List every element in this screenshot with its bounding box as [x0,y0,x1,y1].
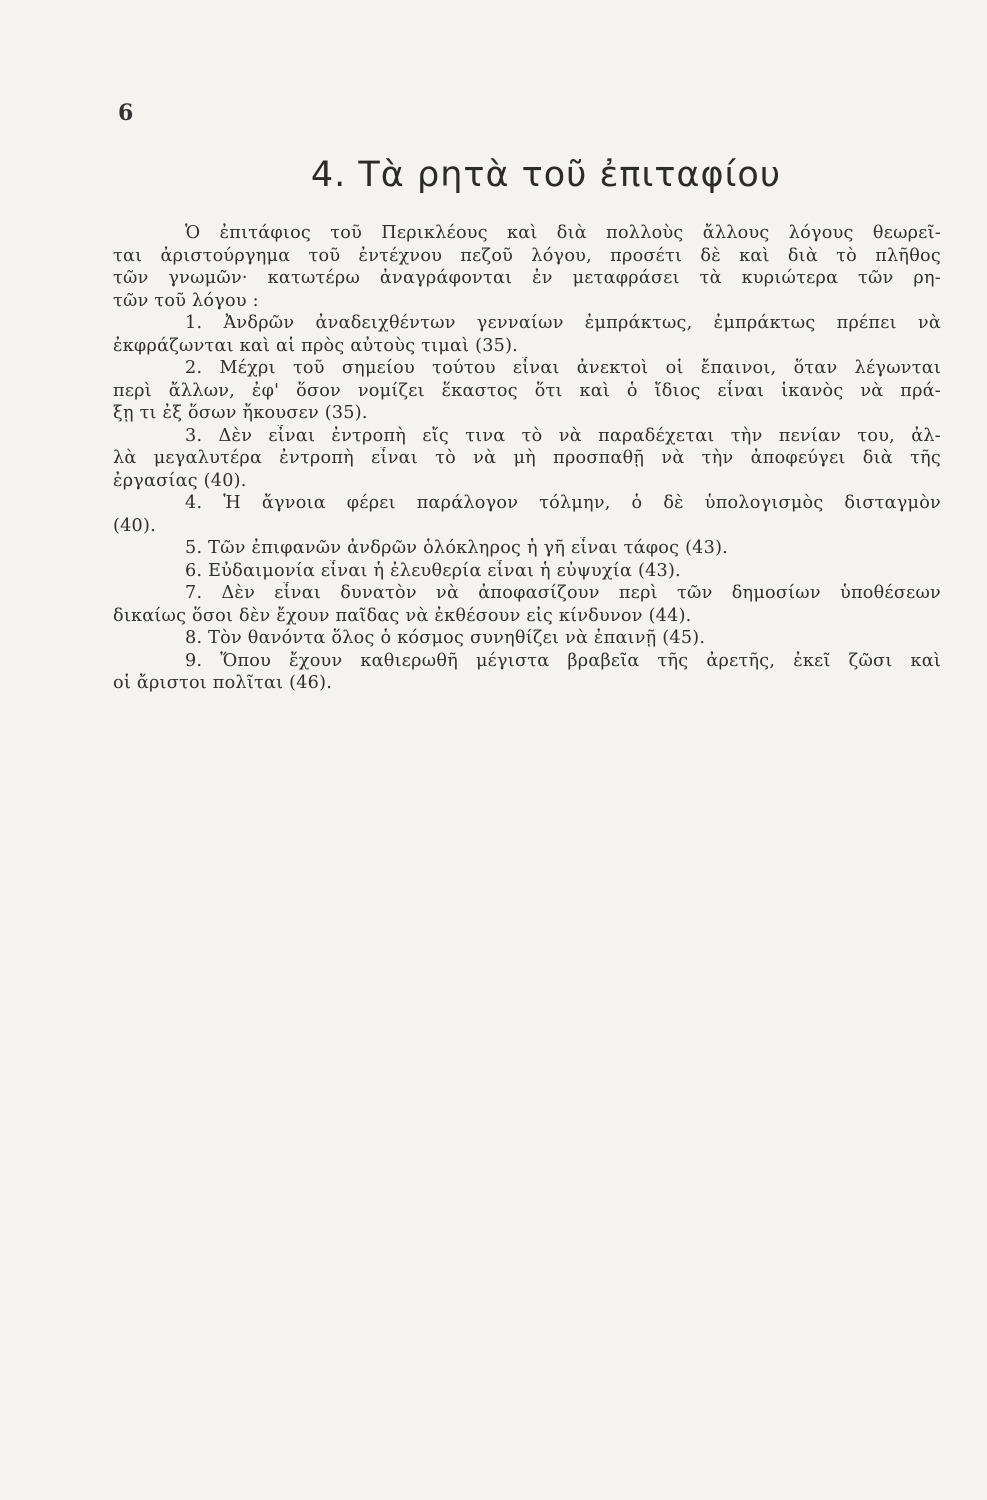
text-line: 5. Τῶν ἐπιφανῶν ἀνδρῶν ὁλόκληρος ἡ γῆ εἶναι τάφος (43). [185,538,729,558]
text-line: 1. Ἀνδρῶν ἀναδειχθέντων γενναίων ἐμπράκτως, ἐμπράκτως πρέπει νὰ [185,313,941,333]
list-item [113,582,941,627]
list-item [113,357,941,425]
text-line: λὰ μεγαλυτέρα ἐντροπὴ εἶναι τὸ νὰ μὴ προσπαθῇ νὰ τὴν ἀποφεύγει διὰ τῆς [113,448,941,468]
text-line: ἐκφράζωνται καὶ αἱ πρὸς αὐτοὺς τιμαὶ (35). [113,335,519,356]
text-line: Ὁ ἐπιτάφιος τοῦ Περικλέους καὶ διὰ πολλοὺς ἄλλους λόγους θεωρεῖ- [185,223,941,243]
text-line: 9. Ὅπου ἔχουν καθιερωθῆ μέγιστα βραβεῖα τῆς ἀρετῆς, ἐκεῖ ζῶσι καὶ [185,650,941,671]
list-item [113,650,941,695]
list-item [113,627,941,650]
list-item [113,537,941,560]
text-line: 8. Τὸν θανόντα ὅλος ὁ κόσμος συνηθίζει νὰ ἐπαινῇ (45). [185,628,706,648]
text-line: τῶν γνωμῶν· κατωτέρω ἀναγράφονται ἐν μεταφράσει τὰ κυριώτερα τῶν ρη- [113,268,941,288]
text-line: ἐργασίας (40). [113,470,247,491]
text-line: 6. Εὐδαιμονία εἶναι ἡ ἐλευθερία εἶναι ἡ εὐψυχία (43). [185,560,681,581]
text-line: οἱ ἄριστοι πολῖται (46). [113,673,333,693]
text-line: (40). [113,515,156,536]
body-text [113,222,941,695]
text-line: περὶ ἄλλων, ἐφ' ὅσον νομίζει ἕκαστος ὅτι καὶ ὁ ἴδιος εἶναι ἱκανὸς νὰ πρά- [113,380,941,401]
text-line: ται ἀριστούργημα τοῦ ἐντέχνου πεζοῦ λόγου, προσέτι δὲ καὶ διὰ τὸ πλῆθος [113,245,941,266]
list-item [113,560,941,583]
list-item [113,312,941,357]
list-item [113,492,941,537]
text-line: 3. Δὲν εἶναι ἐντροπὴ εἴς τινα τὸ νὰ παραδέχεται τὴν πενίαν του, ἀλ- [185,425,941,446]
text-line: δικαίως ὅσοι δὲν ἔχουν παῖδας νὰ ἐκθέσουν εἰς κίνδυνον (44). [113,605,692,626]
page-number: 6 [118,100,134,126]
text-line: 7. Δὲν εἶναι δυνατὸν νὰ ἀποφασίζουν περὶ τῶν δημοσίων ὑποθέσεων [185,583,941,603]
text-line: τῶν τοῦ λόγου : [113,290,259,311]
intro-paragraph [113,222,941,312]
section-heading: 4. Τὰ ρητὰ τοῦ ἐπιταφίου [310,155,782,195]
text-line: 4. Ἡ ἄγνοια φέρει παράλογον τόλμην, ὁ δὲ ὑπολογισμὸς δισταγμὸν [185,493,941,513]
text-line: ξῃ τι ἐξ ὅσων ἤκουσεν (35). [113,403,368,423]
list-item [113,425,941,493]
text-line: 2. Μέχρι τοῦ σημείου τούτου εἶναι ἀνεκτοὶ οἱ ἔπαινοι, ὅταν λέγωνται [185,358,941,378]
